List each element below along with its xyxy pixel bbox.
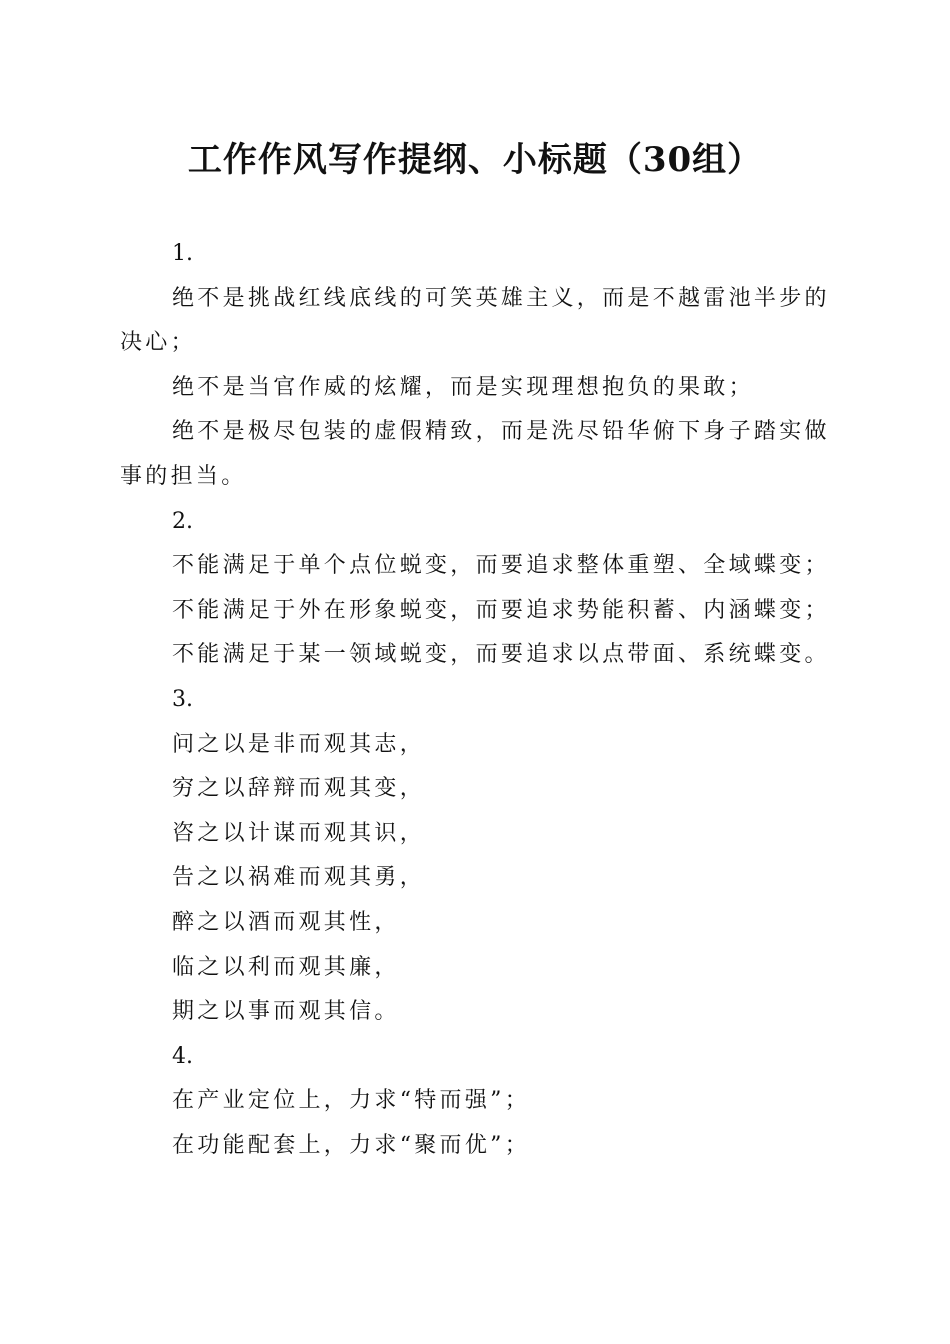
paragraph-3-5: 醉之以酒而观其性， [172,909,400,935]
paragraph-2-2: 不能满足于外在形象蜕变，而要追求势能积蓄、内涵蝶变； [172,597,830,623]
paragraph-3-2: 穷之以辞辩而观其变， [172,776,426,802]
section-number-3: 3. [172,686,193,712]
paragraph-1-1: 绝不是挑战红线底线的可笑英雄主义，而是不越雷池半步的决心； [120,285,830,356]
paragraph-4-2: 在功能配套上，力求“聚而优”； [172,1132,530,1158]
paragraph-4-1: 在产业定位上，力求“特而强”； [172,1088,530,1114]
paragraph-3-4: 告之以祸难而观其勇， [172,865,426,891]
section-number-4: 4. [172,1043,193,1069]
section-number-1: 1. [172,241,193,266]
paragraph-3-7: 期之以事而观其信。 [172,999,400,1025]
document-title: 工作作风写作提纲、小标题（30组） [187,140,763,180]
paragraph-1-3: 绝不是极尽包装的虚假精致，而是洗尽铅华俯下身子踏实做事的担当。 [120,419,830,489]
paragraph-2-3: 不能满足于某一领域蜕变，而要追求以点带面、系统蝶变。 [172,642,830,668]
paragraph-3-6: 临之以利而观其廉， [172,954,400,980]
paragraph-3-1: 问之以是非而观其志， [172,731,426,757]
section-number-2: 2. [172,508,193,534]
paragraph-2-1: 不能满足于单个点位蜕变，而要追求整体重塑、全域蝶变； [172,553,830,579]
paragraph-3-3: 咨之以计谋而观其识， [172,820,426,846]
paragraph-1-2: 绝不是当官作威的炫耀，而是实现理想抱负的果敢； [172,374,754,400]
document-body [120,232,830,1168]
